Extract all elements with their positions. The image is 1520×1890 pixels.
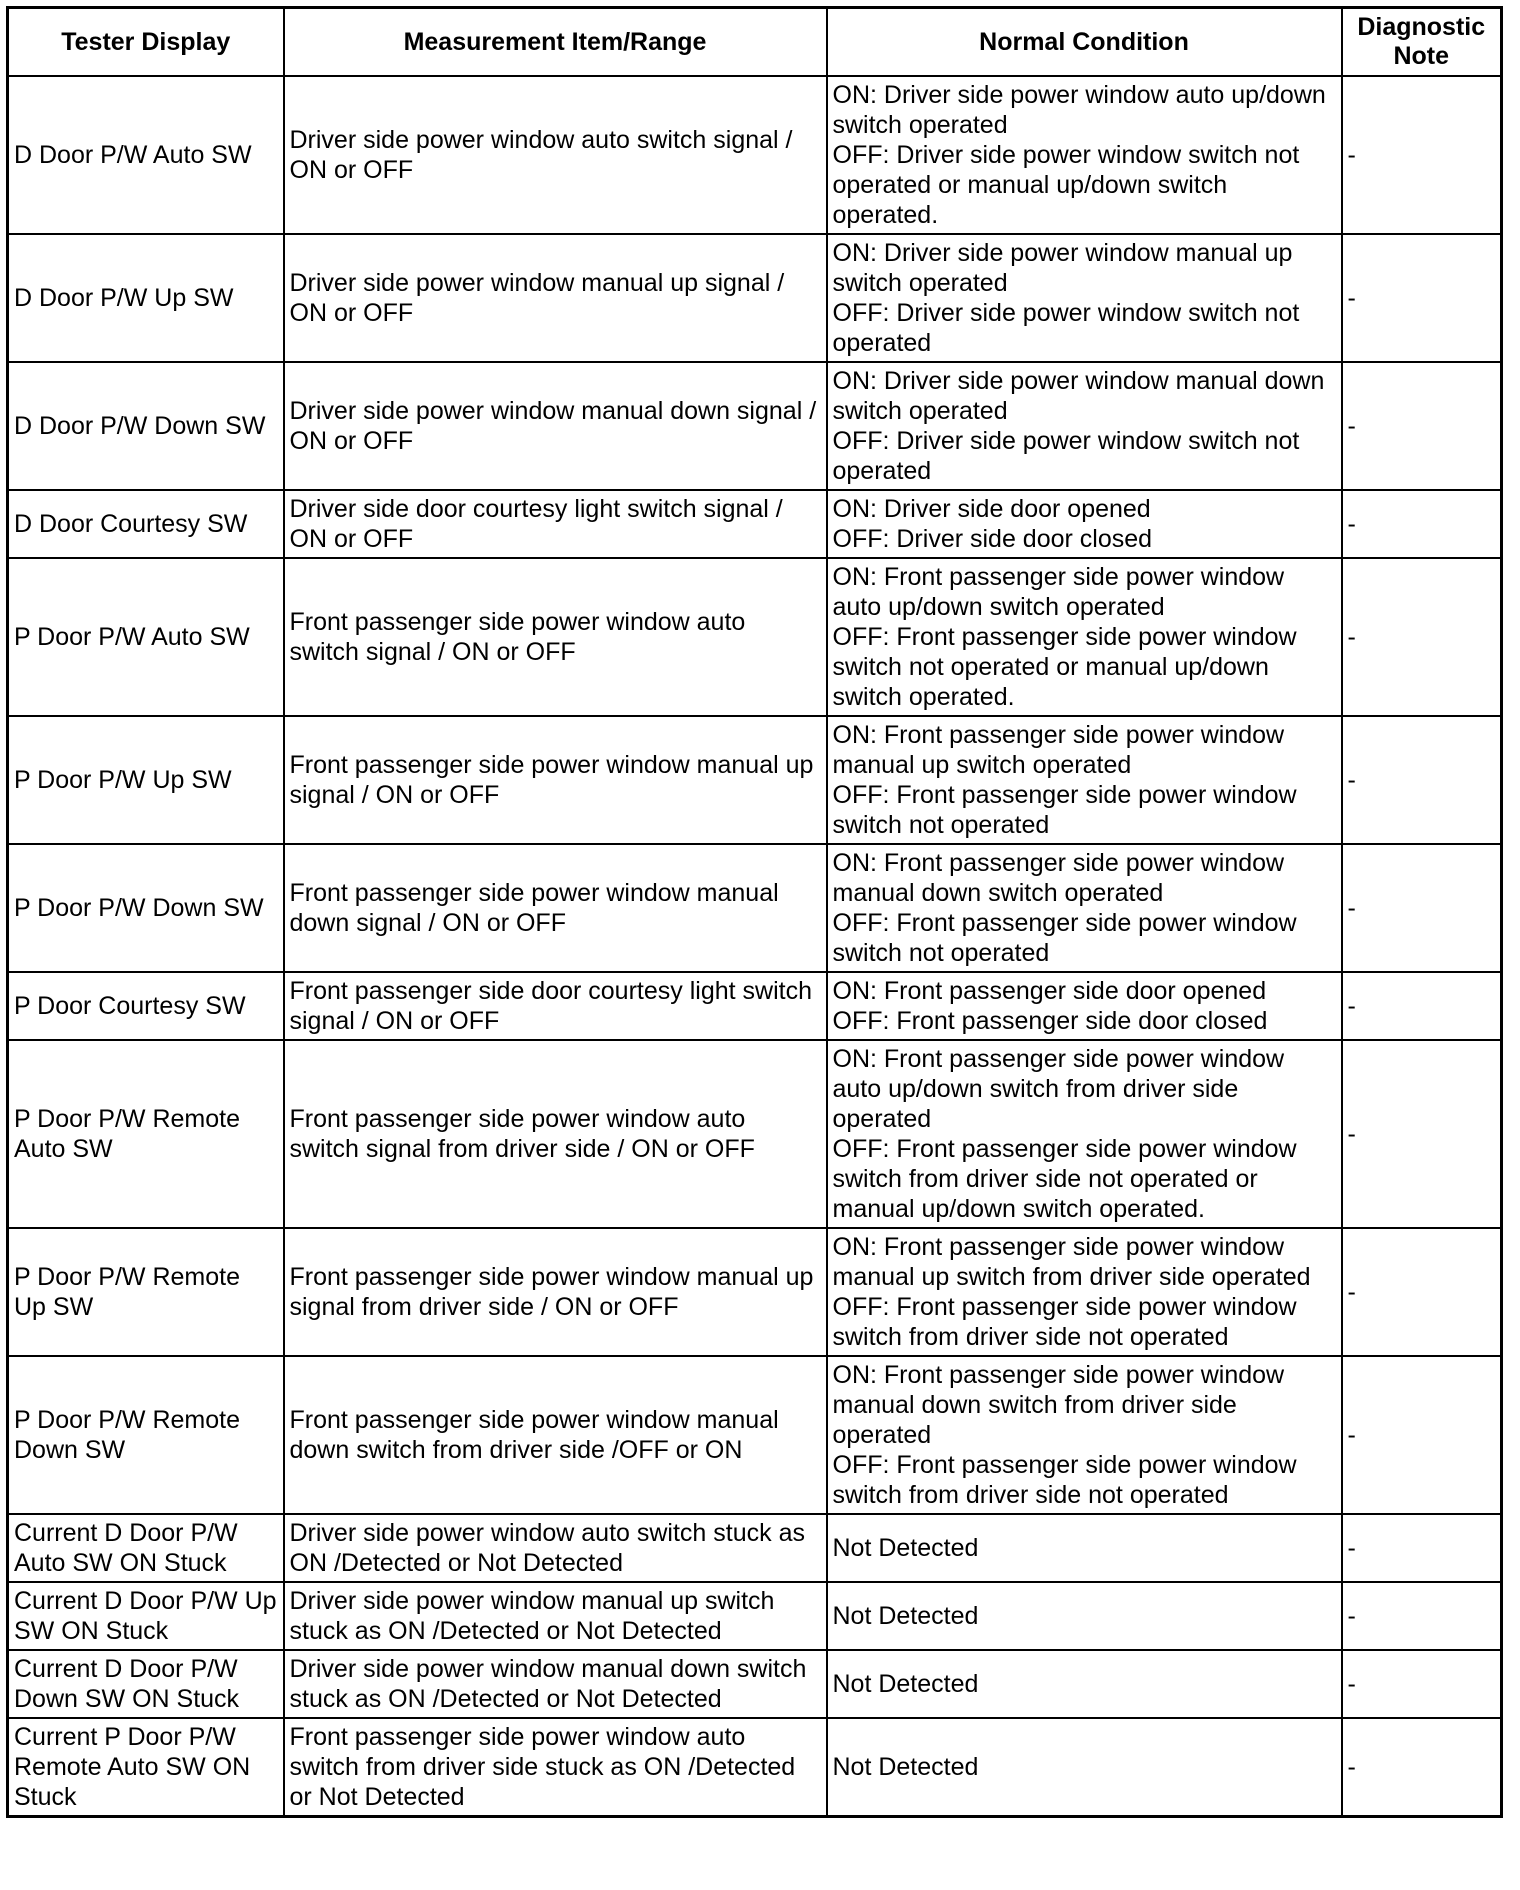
table-row [8,362,1502,490]
cell-normal-condition: Not Detected [827,1718,1342,1817]
cell-diagnostic-note: - [1342,972,1502,1040]
cell-tester-display: P Door P/W Remote Down SW [8,1356,284,1514]
document-sheet [6,6,1503,1818]
table-row [8,1582,1502,1650]
table-row [8,1650,1502,1718]
cell-tester-display: D Door P/W Up SW [8,234,284,362]
table-header [8,8,1502,77]
cell-measurement-item: Front passenger side power window auto switch signal / ON or OFF [284,558,827,716]
cell-measurement-item: Front passenger side power window auto switch from driver side stuck as ON /Detected or Not Detected [284,1718,827,1817]
cell-normal-condition: ON: Front passenger side power window auto up/down switch from driver side operated OFF: Front passenger side power window switch from driver side not operated or manual up/down switch operated. [827,1040,1342,1228]
cell-tester-display: P Door P/W Down SW [8,844,284,972]
cell-measurement-item: Front passenger side power window manual down signal / ON or OFF [284,844,827,972]
cell-diagnostic-note: - [1342,1514,1502,1582]
cell-diagnostic-note: - [1342,1582,1502,1650]
cell-measurement-item: Front passenger side power window manual up signal from driver side / ON or OFF [284,1228,827,1356]
cell-tester-display: P Door Courtesy SW [8,972,284,1040]
cell-diagnostic-note: - [1342,716,1502,844]
cell-tester-display: D Door P/W Auto SW [8,76,284,234]
cell-measurement-item: Driver side power window manual up switch stuck as ON /Detected or Not Detected [284,1582,827,1650]
cell-measurement-item: Driver side power window manual down switch stuck as ON /Detected or Not Detected [284,1650,827,1718]
table-row [8,234,1502,362]
cell-tester-display: Current P Door P/W Remote Auto SW ON Stuck [8,1718,284,1817]
table-body [8,76,1502,1817]
header-tester-display: Tester Display [8,8,284,77]
cell-diagnostic-note: - [1342,1356,1502,1514]
cell-normal-condition: ON: Front passenger side power window manual up switch from driver side operated OFF: Front passenger side power window switch from driver side not operated [827,1228,1342,1356]
cell-measurement-item: Driver side power window auto switch stuck as ON /Detected or Not Detected [284,1514,827,1582]
cell-tester-display: Current D Door P/W Up SW ON Stuck [8,1582,284,1650]
header-normal-condition: Normal Condition [827,8,1342,77]
cell-normal-condition: ON: Front passenger side door opened OFF: Front passenger side door closed [827,972,1342,1040]
cell-normal-condition: Not Detected [827,1650,1342,1718]
cell-tester-display: D Door Courtesy SW [8,490,284,558]
cell-diagnostic-note: - [1342,558,1502,716]
cell-measurement-item: Driver side door courtesy light switch signal / ON or OFF [284,490,827,558]
cell-diagnostic-note: - [1342,1650,1502,1718]
cell-measurement-item: Front passenger side power window manual down switch from driver side /OFF or ON [284,1356,827,1514]
cell-tester-display: P Door P/W Remote Up SW [8,1228,284,1356]
cell-measurement-item: Driver side power window manual down signal / ON or OFF [284,362,827,490]
table-row [8,1356,1502,1514]
cell-measurement-item: Front passenger side power window manual up signal / ON or OFF [284,716,827,844]
cell-measurement-item: Driver side power window auto switch signal / ON or OFF [284,76,827,234]
data-list-table [6,6,1503,1818]
cell-measurement-item: Front passenger side power window auto switch signal from driver side / ON or OFF [284,1040,827,1228]
cell-normal-condition: Not Detected [827,1514,1342,1582]
cell-normal-condition: ON: Driver side power window manual up switch operated OFF: Driver side power window switch not operated [827,234,1342,362]
table-row [8,76,1502,234]
cell-diagnostic-note: - [1342,76,1502,234]
header-measurement-item: Measurement Item/Range [284,8,827,77]
cell-tester-display: Current D Door P/W Auto SW ON Stuck [8,1514,284,1582]
cell-diagnostic-note: - [1342,234,1502,362]
table-row [8,490,1502,558]
cell-tester-display: P Door P/W Remote Auto SW [8,1040,284,1228]
cell-measurement-item: Driver side power window manual up signal / ON or OFF [284,234,827,362]
cell-normal-condition: ON: Front passenger side power window manual up switch operated OFF: Front passenger side power window switch not operated [827,716,1342,844]
table-row [8,1228,1502,1356]
cell-normal-condition: Not Detected [827,1582,1342,1650]
cell-normal-condition: ON: Front passenger side power window manual down switch from driver side operated OFF: Front passenger side power window switch from driver side not operated [827,1356,1342,1514]
cell-normal-condition: ON: Driver side door opened OFF: Driver side door closed [827,490,1342,558]
cell-diagnostic-note: - [1342,1228,1502,1356]
header-row [8,8,1502,77]
table-row [8,716,1502,844]
table-row [8,844,1502,972]
table-row [8,558,1502,716]
cell-normal-condition: ON: Driver side power window manual down switch operated OFF: Driver side power window switch not operated [827,362,1342,490]
cell-tester-display: D Door P/W Down SW [8,362,284,490]
table-row [8,1718,1502,1817]
cell-normal-condition: ON: Front passenger side power window manual down switch operated OFF: Front passenger side power window switch not operated [827,844,1342,972]
cell-diagnostic-note: - [1342,1040,1502,1228]
header-diagnostic-note: Diagnostic Note [1342,8,1502,77]
cell-diagnostic-note: - [1342,362,1502,490]
table-row [8,1040,1502,1228]
cell-tester-display: Current D Door P/W Down SW ON Stuck [8,1650,284,1718]
cell-measurement-item: Front passenger side door courtesy light switch signal / ON or OFF [284,972,827,1040]
cell-tester-display: P Door P/W Up SW [8,716,284,844]
cell-diagnostic-note: - [1342,490,1502,558]
table-row [8,1514,1502,1582]
table-row [8,972,1502,1040]
cell-diagnostic-note: - [1342,1718,1502,1817]
cell-diagnostic-note: - [1342,844,1502,972]
cell-normal-condition: ON: Driver side power window auto up/down switch operated OFF: Driver side power window switch not operated or manual up/down switch operated. [827,76,1342,234]
cell-normal-condition: ON: Front passenger side power window auto up/down switch operated OFF: Front passenger side power window switch not operated or manual up/down switch operated. [827,558,1342,716]
cell-tester-display: P Door P/W Auto SW [8,558,284,716]
